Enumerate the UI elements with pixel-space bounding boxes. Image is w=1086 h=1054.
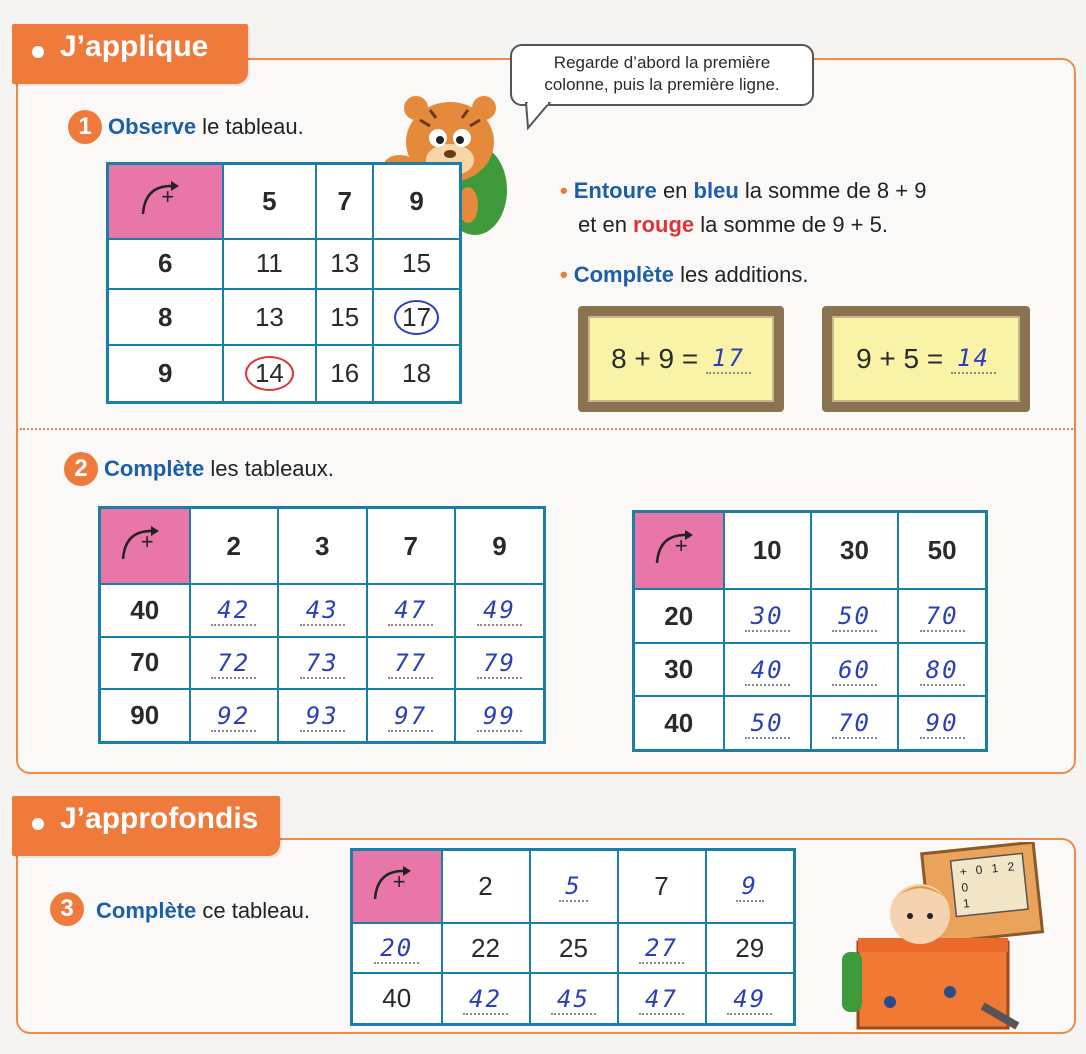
exercise-1-instruction: [108, 114, 304, 140]
handwritten-answer: 30: [745, 602, 790, 632]
answer-cell[interactable]: [278, 584, 367, 637]
answer-cell[interactable]: [367, 689, 456, 742]
answer-cell[interactable]: [278, 637, 367, 690]
keyword-entoure: Entoure: [573, 178, 657, 203]
handwritten-answer: 27: [639, 934, 684, 964]
handwritten-answer: 97: [388, 702, 433, 732]
handwritten-answer: 73: [300, 649, 345, 679]
exercise-1-badge: 1: [68, 110, 102, 144]
bullet-icon: •: [560, 262, 568, 287]
instruction-text: les tableaux.: [204, 456, 334, 481]
plus-sign: +: [161, 183, 175, 209]
text: en: [656, 178, 694, 203]
row-head: 40: [352, 973, 442, 1024]
col-head: 5: [223, 164, 317, 239]
answer-field[interactable]: 17: [706, 344, 751, 374]
row-head: 70: [100, 637, 190, 690]
speech-bubble: [510, 44, 814, 106]
row-head: 20: [634, 589, 724, 642]
keyword-bleu: bleu: [693, 178, 739, 203]
answer-cell[interactable]: [190, 689, 279, 742]
dotted-separator: [20, 428, 1076, 430]
handwritten-answer: 70: [920, 602, 965, 632]
answer-cell[interactable]: [724, 589, 811, 642]
plus-sign: +: [674, 533, 688, 559]
col-head: 7: [618, 850, 706, 923]
plus-sign: +: [392, 868, 406, 894]
table-cell-circled-red: [223, 345, 317, 402]
answer-cell[interactable]: [352, 923, 442, 973]
section-title-text: J’applique: [60, 30, 209, 63]
handwritten-answer: 93: [300, 702, 345, 732]
handwritten-answer: 9: [736, 872, 764, 902]
text: les additions.: [673, 262, 809, 287]
answer-cell[interactable]: [618, 973, 706, 1024]
bullet-entoure: [560, 178, 926, 204]
exercise-3-instruction: [96, 898, 310, 924]
handwritten-answer: 50: [832, 602, 877, 632]
table-cell: 15: [373, 239, 460, 289]
table-cell: 11: [223, 239, 317, 289]
handwritten-answer: 90: [920, 709, 965, 739]
section-title-text: J’approfondis: [60, 802, 259, 835]
answer-cell[interactable]: [811, 589, 898, 642]
instruction-text: ce tableau.: [196, 898, 310, 923]
instruction-keyword: Observe: [108, 114, 197, 139]
answer-cell[interactable]: [898, 589, 986, 642]
handwritten-answer: 40: [745, 656, 790, 686]
equation-box-2: [822, 306, 1030, 412]
instruction-keyword: Complète: [104, 456, 205, 481]
table-corner: [634, 512, 724, 590]
exercise-2-instruction: [104, 456, 334, 482]
col-head: 3: [278, 508, 367, 585]
answer-cell[interactable]: [811, 696, 898, 750]
handwritten-answer: 49: [727, 985, 772, 1015]
answer-cell[interactable]: [455, 584, 545, 637]
answer-cell[interactable]: [724, 696, 811, 750]
box-grid-label: 1: [962, 896, 971, 911]
col-head: 30: [811, 512, 898, 590]
col-head: 50: [898, 512, 986, 590]
handwritten-answer: 45: [551, 985, 596, 1015]
answer-cell[interactable]: [724, 643, 811, 696]
addition-table-2a: [98, 506, 546, 744]
boy-toolbox-icon: [830, 842, 1050, 1034]
table-cell: 22: [442, 923, 530, 973]
keyword-rouge: rouge: [633, 212, 695, 237]
handwritten-answer: 47: [639, 985, 684, 1015]
answer-cell[interactable]: [442, 973, 530, 1024]
answer-cell[interactable]: [367, 637, 456, 690]
answer-cell[interactable]: [530, 973, 618, 1024]
bullet-icon: •: [560, 178, 568, 203]
col-head: 9: [455, 508, 545, 585]
handwritten-answer: 60: [832, 656, 877, 686]
table-corner: [352, 850, 442, 923]
addition-table-3: [350, 848, 796, 1026]
answer-cell[interactable]: [898, 696, 986, 750]
box-grid-label: 0: [974, 862, 984, 878]
bullet-complete: [560, 262, 808, 288]
section-title-approfondis: [12, 796, 280, 856]
text: et en: [578, 212, 634, 237]
answer-cell[interactable]: [455, 689, 545, 742]
handwritten-answer: 49: [477, 596, 522, 626]
col-head: 7: [316, 164, 373, 239]
bubble-line-1: Regarde d’abord la première: [553, 53, 771, 72]
bubble-tail-icon: [520, 102, 560, 132]
table-cell: 25: [530, 923, 618, 973]
row-head: 90: [100, 689, 190, 742]
section-title-applique: [12, 24, 248, 84]
table-cell-circled-blue: [373, 289, 460, 345]
table-cell: 29: [706, 923, 795, 973]
table-cell: 13: [316, 239, 373, 289]
handwritten-answer: 20: [374, 934, 419, 964]
table-corner: [100, 508, 190, 585]
answer-cell[interactable]: [530, 850, 618, 923]
col-head: 2: [190, 508, 279, 585]
row-head: 40: [634, 696, 724, 750]
box-grid-label: 0: [960, 880, 969, 895]
instruction-keyword: Complète: [96, 898, 197, 923]
handwritten-answer: 50: [745, 709, 790, 739]
box-grid-label: 1: [990, 860, 1000, 876]
handwritten-answer: 80: [920, 656, 965, 686]
exercise-2-badge: 2: [64, 452, 98, 486]
text: la somme de 9 + 5.: [694, 212, 888, 237]
handwritten-answer: 42: [211, 596, 256, 626]
handwritten-answer: 92: [211, 702, 256, 732]
answer-cell[interactable]: [706, 973, 795, 1024]
handwritten-answer: 79: [477, 649, 522, 679]
bullet-entoure-line2: [578, 212, 888, 238]
answer-cell[interactable]: [190, 584, 279, 637]
handwritten-answer: 72: [211, 649, 256, 679]
handwritten-answer: 70: [832, 709, 877, 739]
box-grid-label: +: [959, 864, 968, 879]
ribbon-dot-icon: [32, 46, 44, 58]
text: la somme de 8 + 9: [738, 178, 927, 203]
handwritten-answer: 43: [300, 596, 345, 626]
handwritten-answer: 99: [477, 702, 522, 732]
addition-table-1: [106, 162, 462, 404]
table-cell: 13: [223, 289, 317, 345]
handwritten-answer: 5: [559, 872, 587, 902]
exercise-3-badge: 3: [50, 892, 84, 926]
equation-label: 9 + 5 =: [856, 343, 944, 374]
table-cell: 18: [373, 345, 460, 402]
table-cell: 16: [316, 345, 373, 402]
answer-cell[interactable]: [367, 584, 456, 637]
col-head: 7: [367, 508, 456, 585]
row-head: 40: [100, 584, 190, 637]
answer-cell[interactable]: [706, 850, 795, 923]
handwritten-answer: 77: [388, 649, 433, 679]
handwritten-answer: 47: [388, 596, 433, 626]
equation-box-1: [578, 306, 784, 412]
answer-cell[interactable]: [190, 637, 279, 690]
handwritten-answer: 42: [463, 985, 508, 1015]
instruction-text: le tableau.: [196, 114, 304, 139]
answer-cell[interactable]: [455, 637, 545, 690]
row-head: 8: [108, 289, 223, 345]
table-cell: 15: [316, 289, 373, 345]
blue-circle-answer: 17: [394, 300, 439, 335]
row-head: 30: [634, 643, 724, 696]
equation-label: 8 + 9 =: [611, 343, 699, 374]
col-head: 2: [442, 850, 530, 923]
answer-cell[interactable]: [618, 923, 706, 973]
answer-cell[interactable]: [898, 643, 986, 696]
answer-field[interactable]: 14: [951, 344, 996, 374]
row-head: 6: [108, 239, 223, 289]
answer-cell[interactable]: [811, 643, 898, 696]
col-head: 9: [373, 164, 460, 239]
table-corner: [108, 164, 223, 239]
row-head: 9: [108, 345, 223, 402]
box-grid-label: 2: [1006, 859, 1015, 874]
ribbon-dot-icon: [32, 818, 44, 830]
plus-sign: +: [140, 528, 154, 554]
bubble-line-2: colonne, puis la première ligne.: [544, 75, 780, 94]
addition-table-2b: [632, 510, 988, 752]
answer-cell[interactable]: [278, 689, 367, 742]
col-head: 10: [724, 512, 811, 590]
red-circle-answer: 14: [245, 356, 294, 391]
keyword-complete: Complète: [573, 262, 674, 287]
